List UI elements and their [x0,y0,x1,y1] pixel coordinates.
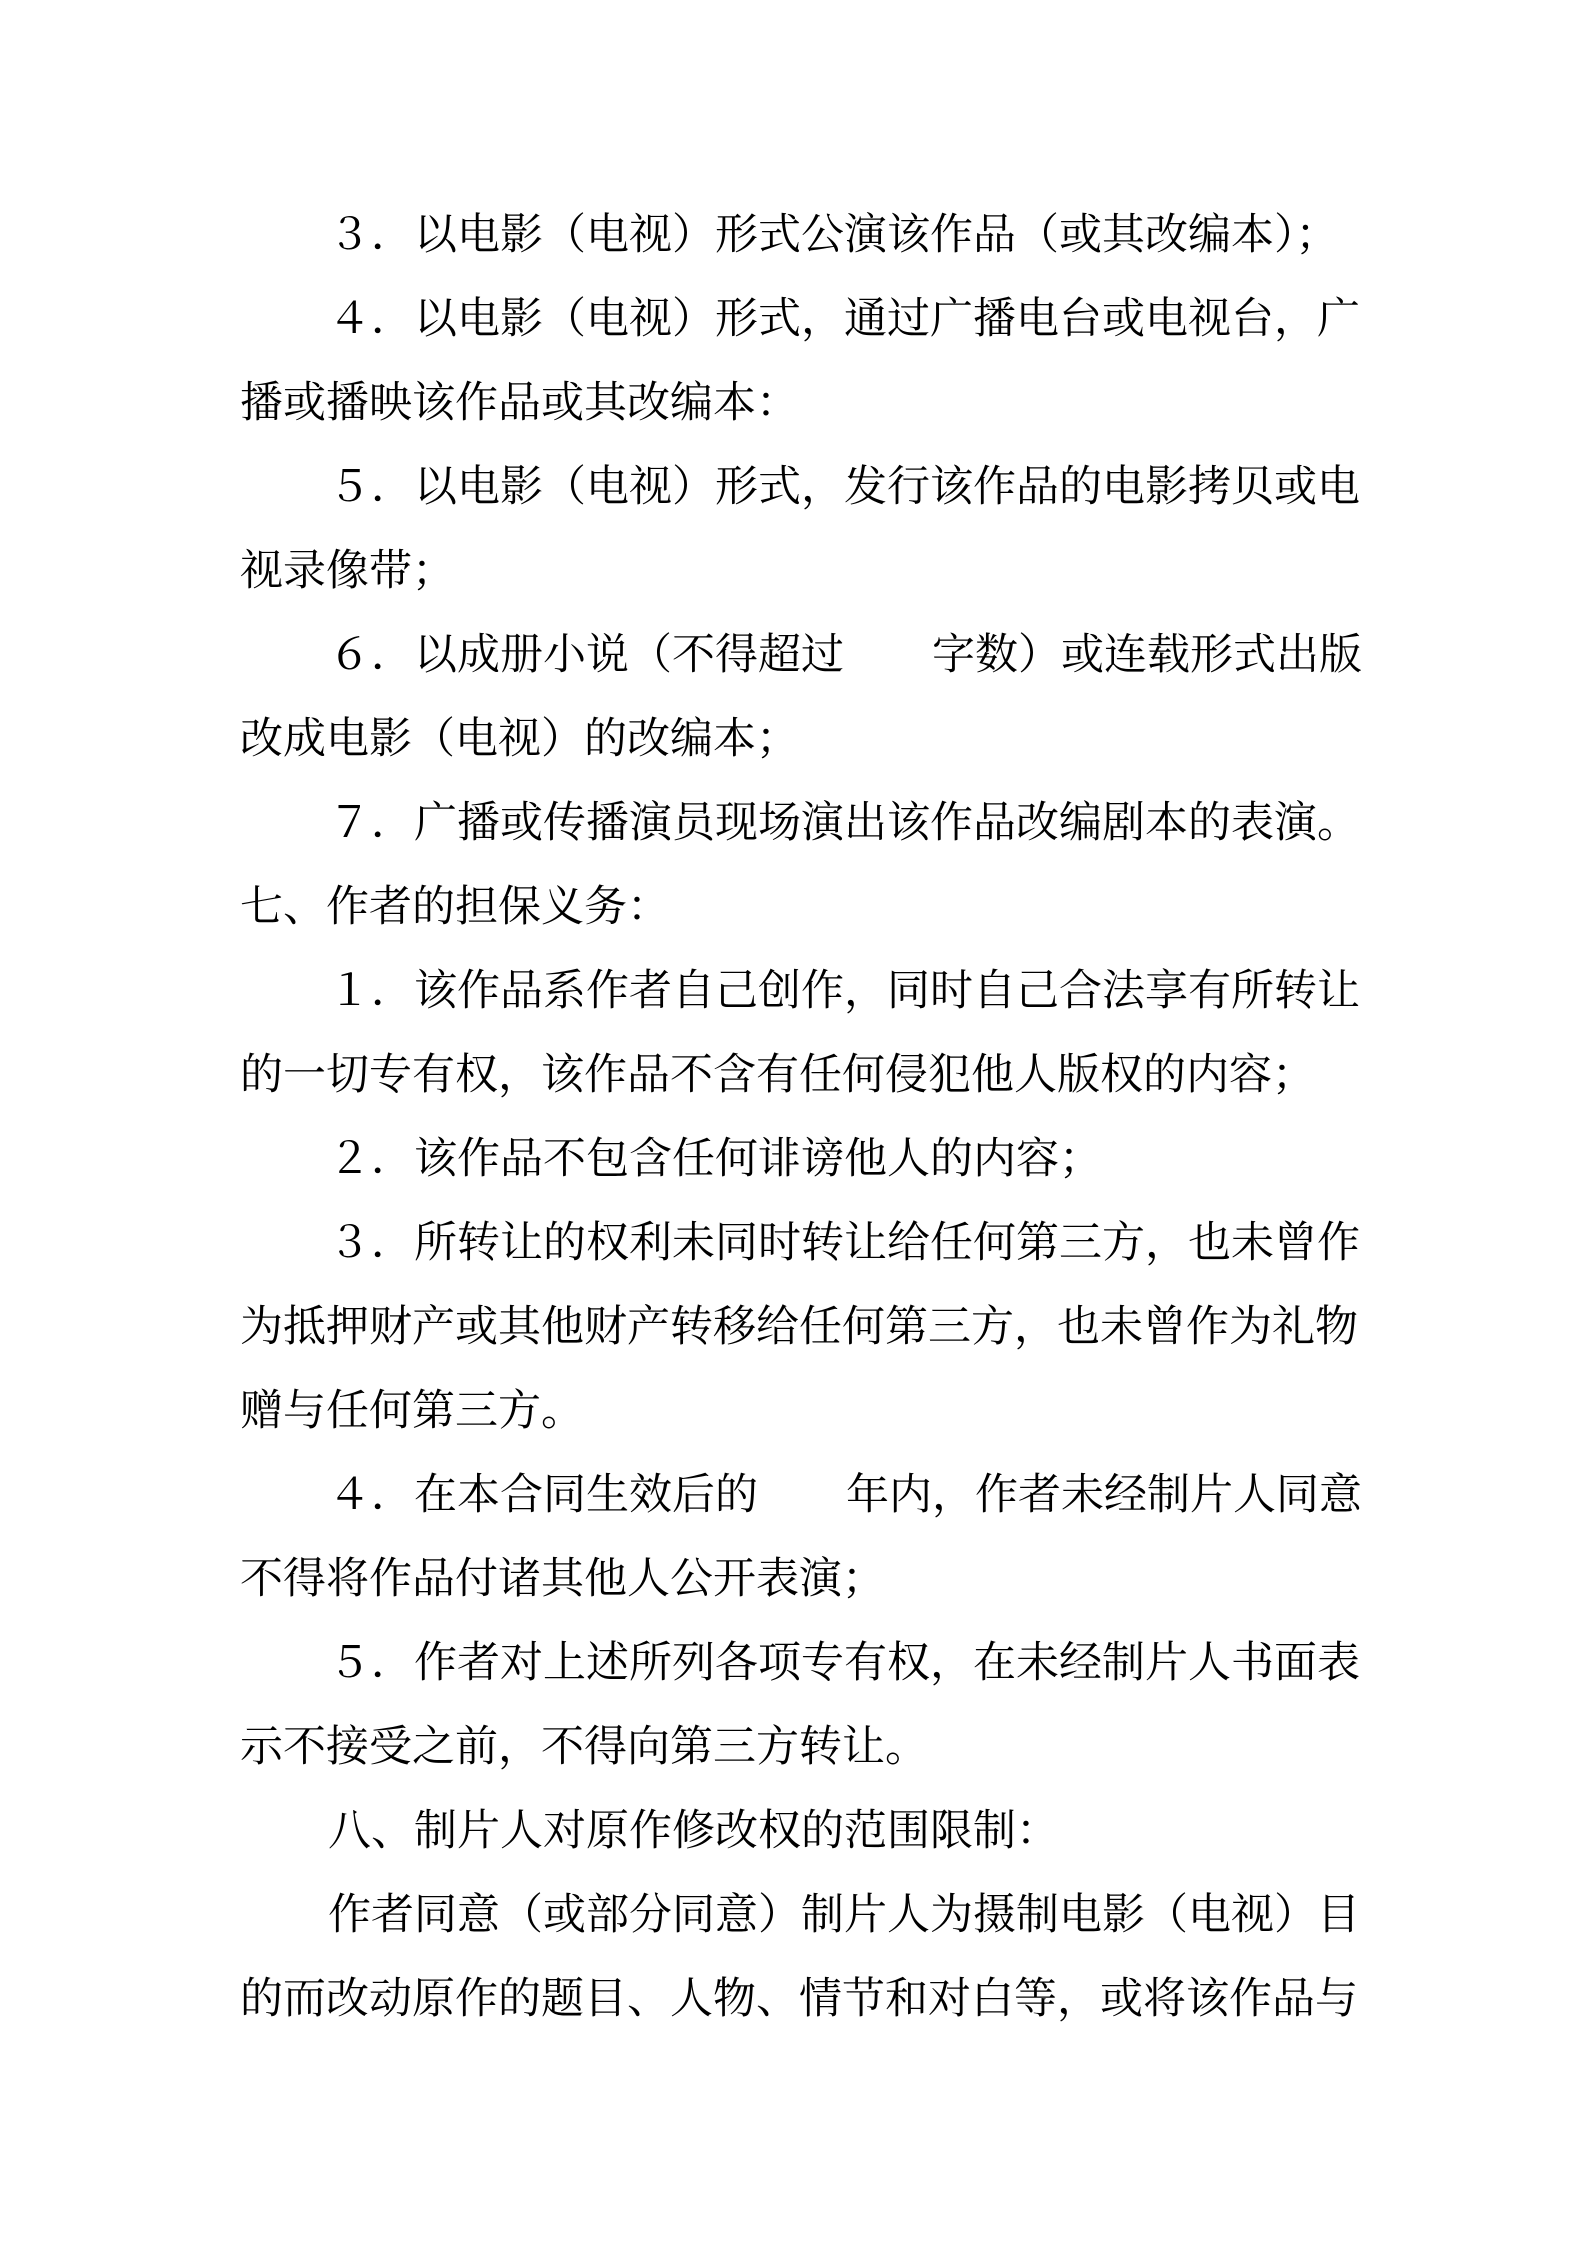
clause-line: 视录像带； [240,546,455,596]
clause-line: ５．以电影（电视）形式，发行该作品的电影拷贝或电 [328,462,1360,512]
clause-line: 作者同意（或部分同意）制片人为摄制电影（电视）目 [328,1890,1360,1940]
clause-line-with-blank [240,1453,1360,1537]
clause-line: ４．以电影（电视）形式，通过广播电台或电视台，广 [328,294,1360,344]
clause-line: ５．作者对上述所列各项专有权，在未经制片人书面表 [328,1638,1360,1688]
document-body [240,193,1360,2041]
clause-line: 赠与任何第三方。 [240,1386,584,1436]
clause-line: １．该作品系作者自己创作，同时自己合法享有所转让 [328,966,1360,1016]
clause-line: 为抵押财产或其他财产转移给任何第三方，也未曾作为礼物 [240,1302,1358,1352]
clause-line: ３．所转让的权利未同时转让给任何第三方，也未曾作 [328,1218,1360,1268]
clause-line: 的一切专有权，该作品不含有任何侵犯他人版权的内容； [240,1050,1315,1100]
clause-text-after-blank: 字数）或连载形式出版 [932,630,1362,680]
clause-line: 改成电影（电视）的改编本； [240,714,799,764]
clause-line: ２．该作品不包含任何诽谤他人的内容； [328,1134,1102,1184]
clause-text-before-blank: ６．以成册小说（不得超过 [328,630,844,680]
clause-text-before-blank: ４．在本合同生效后的 [328,1470,758,1520]
section-heading: 八、制片人对原作修改权的范围限制： [328,1806,1059,1856]
clause-line: ７．广播或传播演员现场演出该作品改编剧本的表演。 [328,798,1360,848]
clause-line: 示不接受之前，不得向第三方转让。 [240,1722,928,1772]
clause-line-with-blank [240,613,1360,697]
clause-line: ３．以电影（电视）形式公演该作品（或其改编本）； [328,210,1339,260]
clause-line: 播或播映该作品或其改编本： [240,378,799,428]
section-heading: 七、作者的担保义务： [240,882,670,932]
clause-line: 不得将作品付诸其他人公开表演； [240,1554,885,1604]
clause-line: 的而改动原作的题目、人物、情节和对白等，或将该作品与 [240,1974,1358,2024]
clause-text-after-blank: 年内，作者未经制片人同意 [846,1470,1362,1520]
